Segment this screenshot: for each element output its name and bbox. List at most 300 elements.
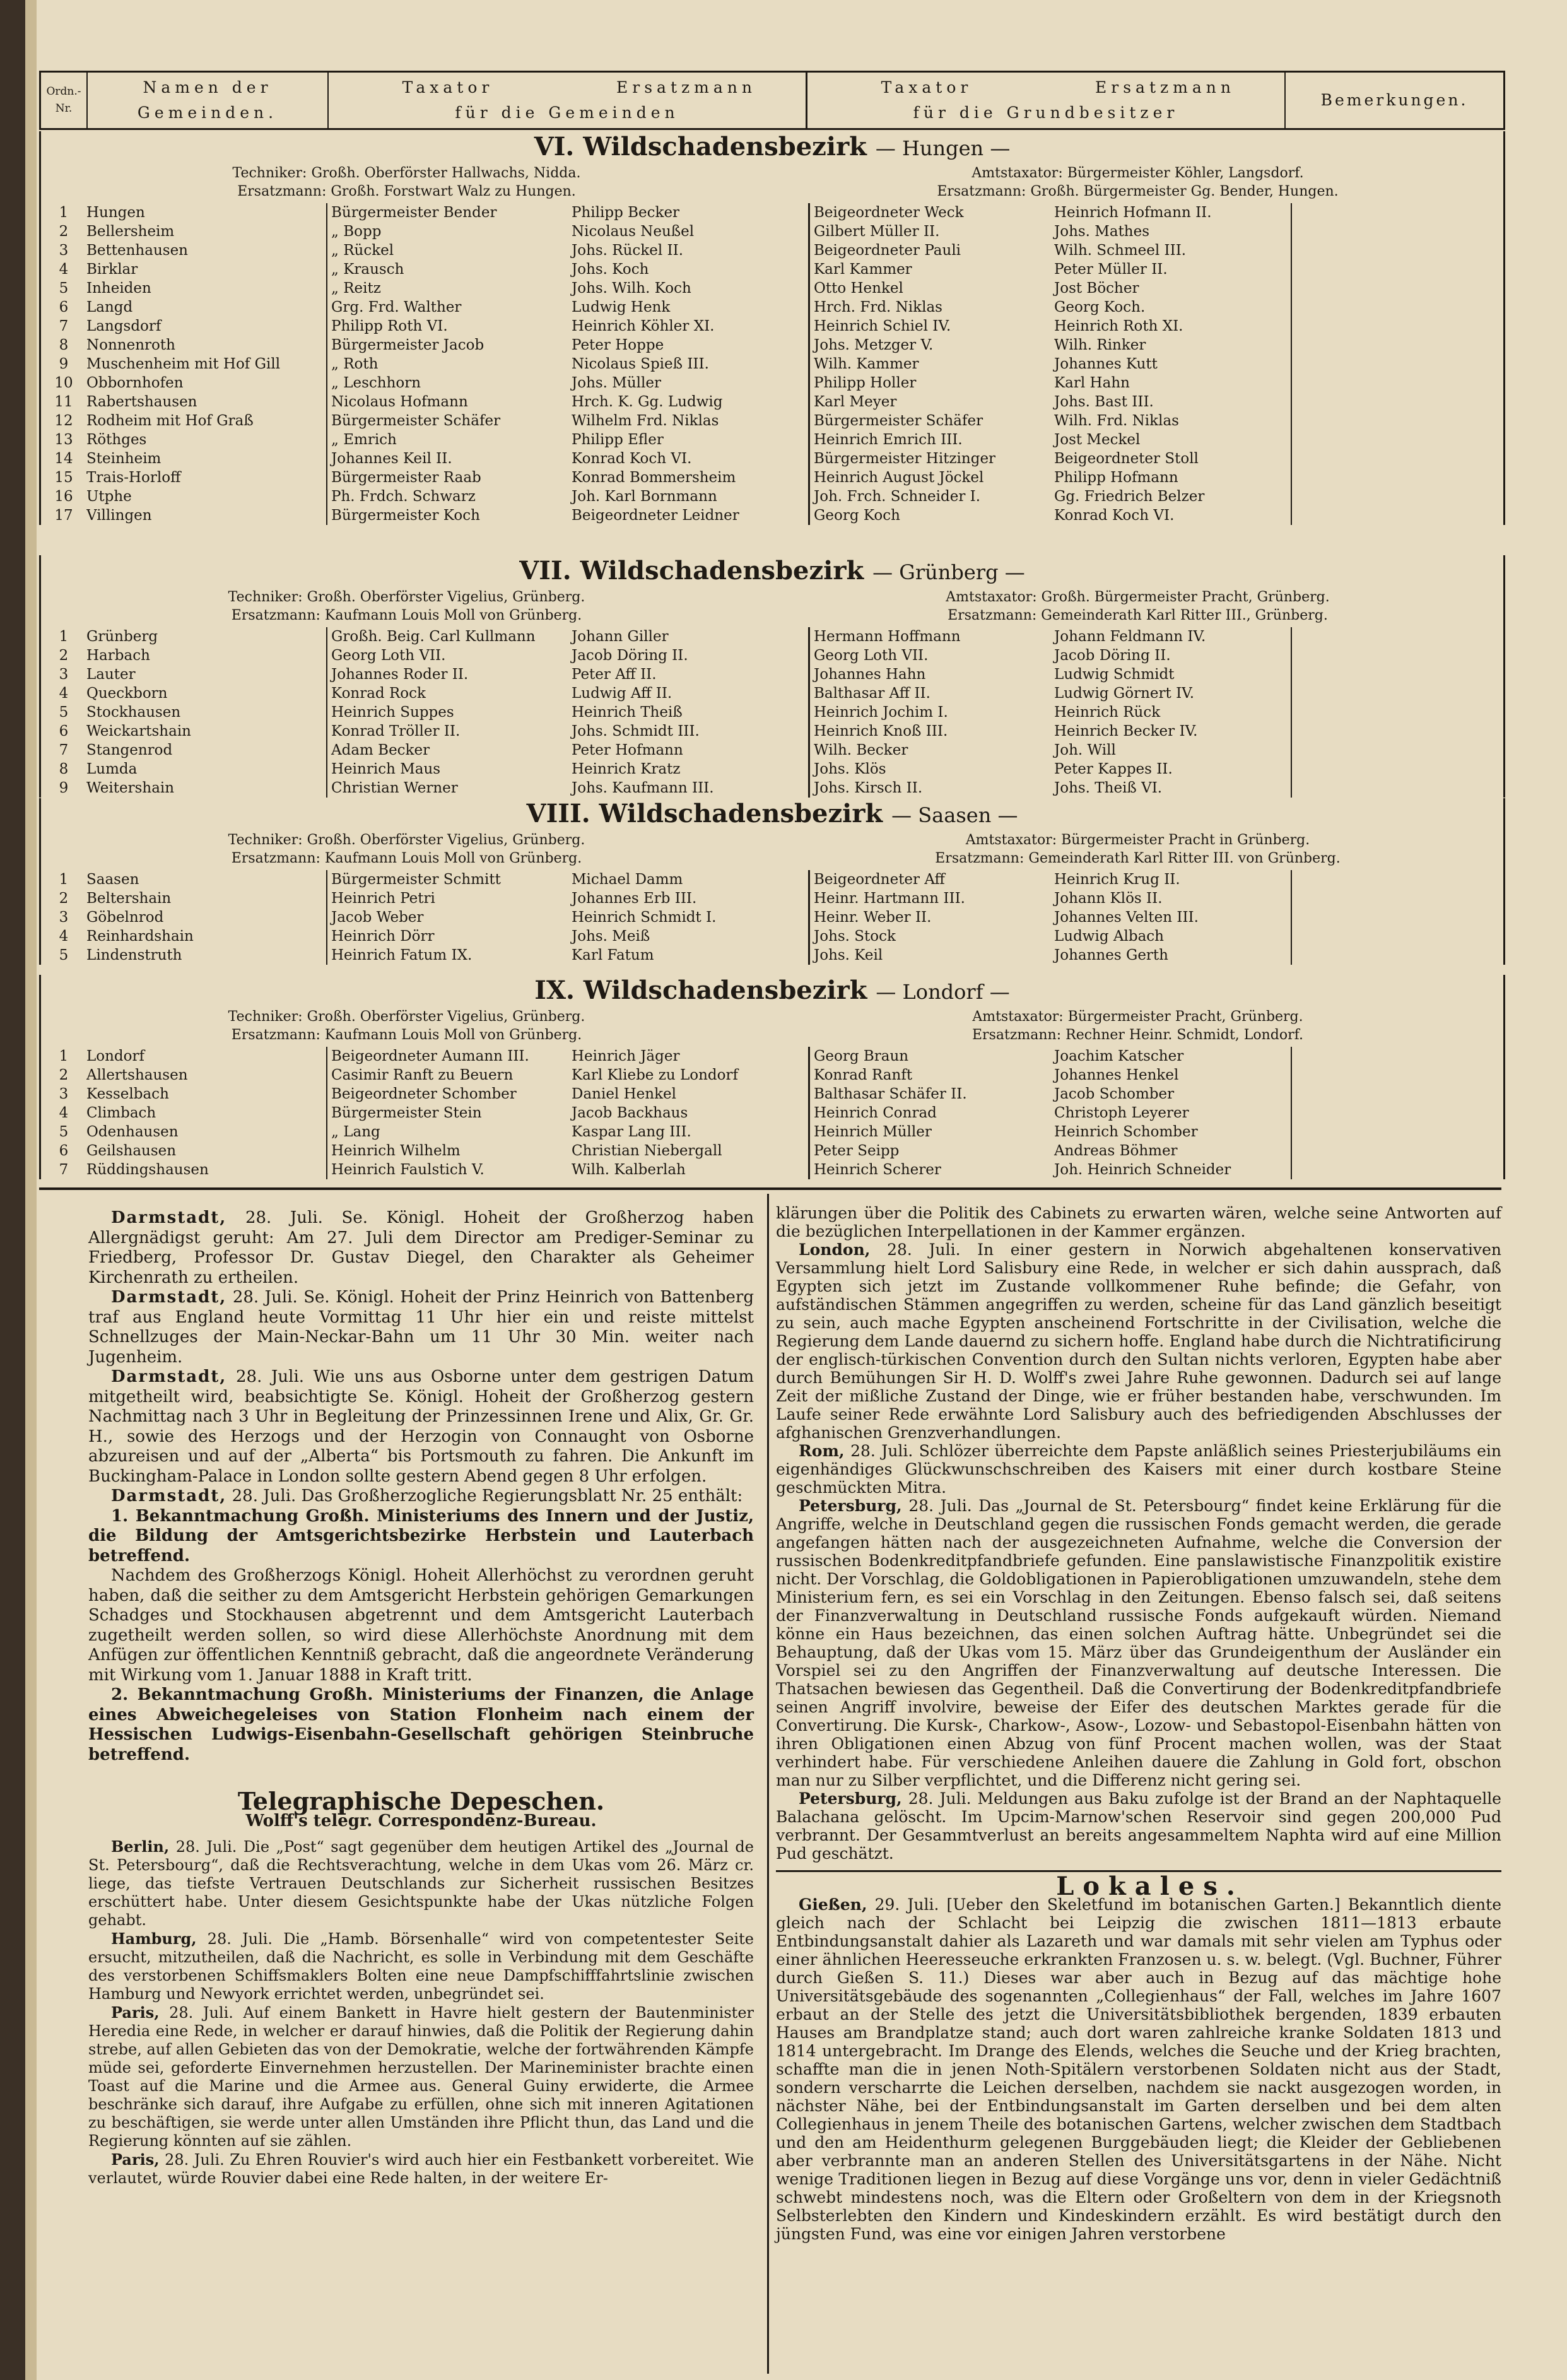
table-cell: Jacob Schomber [1054, 1086, 1175, 1102]
district-section [39, 798, 1505, 965]
column-ers-gem [568, 627, 808, 798]
binding-edge [25, 0, 37, 2380]
table-cell: Heinrich Dörr [331, 928, 435, 945]
table-cell: Wilh. Kalberlah [572, 1162, 686, 1178]
table-cell: Johannes Henkel [1054, 1067, 1179, 1083]
table-cell: Johs. Klös [814, 761, 886, 777]
table-cell: Kaspar Lang III. [572, 1124, 691, 1140]
table-cell: Ludwig Henk [572, 299, 671, 315]
table-cell: Johs. Meiß [572, 928, 650, 945]
table-cell: Nicolaus Hofmann [331, 394, 468, 410]
column-tax-grund [808, 203, 1050, 525]
district-table [41, 1047, 1503, 1179]
column-tax-gem [326, 203, 568, 525]
table-cell: Harbach [86, 647, 150, 664]
table-cell: 5 [59, 704, 69, 721]
table-cell: Beltershain [86, 890, 172, 907]
news-london: London, 28. Juli. In einer gestern in Norwich abgehaltenen konservativen Versammlung hielt Lord Salisbury eine Rede, in welcher er sich dahin aussprach, daß Egypten sich jetzt im Zustande vollkommener Ruhe befinde; die Gefahr, von aufständischen Stämmen angegriffen zu werden, scheine für das Land gänzlich beseitigt zu sein, auch mache Egypten anscheinend Fortschritte in der Civilisation, welche die Regierung dem Lande dauernd zu sichern hoffe. England habe durch die Nichtratificirung der englisch-türkischen Convention durch den Sultan nichts verloren, Egypten habe aber durch Bemühungen Sir H. D. Wolff's zwei Jahre Ruhe gewonnen. Dadurch sei auf lange Zeit der mißliche Zustand der Dinge, wie er früher bestanden habe, verschwunden. Im Laufe seiner Rede erwähnte Lord Salisbury auch des befriedigenden Abschlusses der afghanischen Grenzverhandlungen. [776, 1240, 1501, 1442]
table-cell: Johs. Müller [572, 375, 661, 391]
table-cell: Langsdorf [86, 318, 161, 334]
table-cell: Joh. Frch. Schneider I. [814, 488, 981, 505]
district-info-line [41, 182, 1503, 201]
table-cell: Bürgermeister Schäfer [331, 413, 501, 429]
header-gemeinden-group [329, 73, 807, 128]
table-cell: Bürgermeister Jacob [331, 337, 484, 353]
table-cell: Inheiden [86, 280, 151, 297]
table-cell: Beigeordneter Weck [814, 204, 964, 221]
table-cell: Lauter [86, 666, 136, 683]
table-cell: Hungen [86, 204, 145, 221]
table-cell: Beigeordneter Leidner [572, 507, 739, 524]
table-cell: Heinrich Knoß III. [814, 723, 948, 739]
table-cell: 7 [59, 318, 69, 334]
table-cell: 10 [54, 375, 73, 391]
district-ersatz-left: Ersatzmann: Kaufmann Louis Moll von Grünberg. [231, 851, 582, 866]
news-rom: Rom, 28. Juli. Schlözer überreichte dem Papste anläßlich seines Priesterjubiläums ein eigenhändiges Glückwunschschreiben des Kaisers mit einer durch kostbare Steine geschmückten Mitra. [776, 1442, 1502, 1497]
tele-paris-2: Paris, 28. Juli. Zu Ehren Rouvier's wird auch hier ein Festbankett vorbereitet. Wie verlautet, würde Rouvier dabei eine Rede halten, in der weitere Er- [88, 2150, 754, 2187]
table-cell: Bürgermeister Hitzinger [814, 451, 996, 467]
table-cell: „ Roth [331, 356, 379, 372]
column-bemerkungen [1291, 1047, 1503, 1179]
table-cell: Johs. Koch [572, 261, 649, 278]
left-column [88, 1208, 754, 2188]
table-cell: Michael Damm [572, 871, 683, 888]
table-cell: 5 [59, 1124, 69, 1140]
column-gemeinden [86, 870, 326, 965]
column-gemeinden [86, 627, 326, 798]
table-cell: Heinrich Müller [814, 1124, 932, 1140]
table-cell: Adam Becker [331, 742, 430, 758]
table-cell: Weitershain [86, 780, 175, 796]
table-cell: Peter Müller II. [1054, 261, 1168, 278]
table-cell: 15 [54, 469, 73, 486]
table-cell: Bürgermeister Bender [331, 204, 497, 221]
table-cell: „ Lang [331, 1124, 380, 1140]
table-cell: Konrad Koch VI. [1054, 507, 1175, 524]
table-cell: 2 [59, 1067, 69, 1083]
table-cell: Karl Kliebe zu Londorf [572, 1067, 738, 1083]
news-cont: klärungen über die Politik des Cabinets zu erwarten wären, welche seine Antworten auf die bezüglichen Interpellationen in der Kammer ergänzen. [776, 1204, 1501, 1240]
table-cell: Hrch. K. Gg. Ludwig [572, 394, 723, 410]
table-cell: Wilh. Rinker [1054, 337, 1146, 353]
district-title: IX. Wildschadensbezirk — Londorf — [534, 975, 1010, 1005]
table-cell: Christian Werner [331, 780, 458, 796]
header-ersatz-gem: Ersatzmann [616, 78, 756, 97]
table-cell: 4 [59, 928, 69, 945]
district-info-line [41, 1026, 1503, 1044]
column-bemerkungen [1291, 627, 1503, 798]
table-cell: 12 [54, 413, 73, 429]
table-cell: Heinrich Conrad [814, 1105, 937, 1121]
table-cell: 9 [59, 356, 69, 372]
column-ers-gem [568, 1047, 808, 1179]
table-cell: Johannes Gerth [1054, 947, 1168, 963]
table-cell: 3 [59, 666, 69, 683]
table-cell: Daniel Henkel [572, 1086, 676, 1102]
table-cell: Wilh. Frd. Niklas [1054, 413, 1179, 429]
table-cell: Karl Hahn [1054, 375, 1130, 391]
lokales-title: Lokales. [1056, 1871, 1244, 1901]
table-cell: Heinrich Fatum IX. [331, 947, 472, 963]
table-cell: Georg Loth VII. [814, 647, 929, 664]
news-darmstadt-4: Darmstadt, 28. Juli. Das Großherzogliche Regierungsblatt Nr. 25 enthält: [111, 1487, 743, 1505]
district-section [39, 555, 1505, 798]
table-cell: Climbach [86, 1105, 156, 1121]
column-ers-gem [568, 870, 808, 965]
table-cell: Johs. Wilh. Koch [572, 280, 691, 297]
table-cell: 5 [59, 947, 69, 963]
table-bottom-rule [39, 1187, 1501, 1190]
table-cell: Jacob Weber [331, 909, 424, 926]
table-cell: 4 [59, 261, 69, 278]
column-tax-grund [808, 1047, 1050, 1179]
column-tax-gem [326, 1047, 568, 1179]
news-giessen: Gießen, 29. Juli. [Ueber den Skeletfund im botanischen Garten.] Bekanntlich diente gleich nach der Schlacht bei Leipzig die zwischen 1811—1813 erbaute Entbindungsanstalt dahier als Lazareth und war damals mit sehr vielen am Typhus oder einer ähnlichen Heeresseuche erkrankten Franzosen u. s. w. belegt. (Vgl. Buchner, Führer durch Gießen S. 11.) Dieses war aber auch in Bezug auf das mächtige hohe Universitätsgebäude des sogenannten „Collegienhaus“ der Fall, welches im Jahre 1607 erbaut an der Stelle des jetzt die Universitätsbibliothek bergenden, 1839 erbauten Hauses am Brandplatze stand; auch dort waren zahlreiche kranke Soldaten 1813 und 1814 untergebracht. Im Drange des Elends, welches die Seuche und der Krieg brachten, schaffte man die in jenen Noth-Spitälern verstorbenen Soldaten nicht aus der Stadt, sondern verscharrte die Leichen derselben, nachdem sie nackt ausgezogen worden, in nächster Nähe, bei der Entbindungsanstalt im Garten derselben und bei dem alten Collegienhaus in jenem Theile des botanischen Gartens, welcher zwischen dem Stadtbach und den am Heidenthurm gelegenen Burggebäuden liegt; die Kleider der Gebliebenen aber verbrannte man an anderen Stellen des Universitätsgartens in der Nähe. Nicht wenige Traditionen liegen in Bezug auf diese Vorgänge uns vor, denn in vieler Gedächtniß schwebt mindestens noch, was die Eltern oder Großeltern von dem in der Kriegsnoth Selbsterlebten den Kindern und Kindeskindern erzählt. Es wird bestätigt durch den jüngsten Fund, was eine vor einigen Jahren verstorbene [776, 1895, 1501, 2243]
table-cell: 8 [59, 337, 69, 353]
district-table [41, 870, 1503, 965]
district-info-line [41, 606, 1503, 625]
header-ersatz-grund: Ersatzmann [1095, 78, 1235, 97]
district-table [41, 627, 1503, 798]
table-cell: 7 [59, 742, 69, 758]
table-cell: Bettenhausen [86, 242, 188, 259]
table-cell: Joachim Katscher [1054, 1048, 1184, 1064]
table-cell: Odenhausen [86, 1124, 179, 1140]
table-cell: Georg Braun [814, 1048, 909, 1064]
column-tax-grund [808, 870, 1050, 965]
table-cell: Balthasar Schäfer II. [814, 1086, 967, 1102]
table-cell: Heinrich Kratz [572, 761, 681, 777]
table-cell: 3 [59, 1086, 69, 1102]
tele-berlin: Berlin, 28. Juli. Die „Post“ sagt gegenüber dem heutigen Artikel des „Journal de St. Petersbourg“, daß die Rechtsverachtung, welche in dem Ukas vom 26. März cr. liege, das tiefste Vertrauen Deutschlands zur Sicherheit russischen Besitzes erschüttert habe. Unter diesem Gesichtspunkte habe der Ukas nützliche Folgen gehabt. [88, 1837, 754, 1929]
news-darmstadt-1: Darmstadt, 28. Juli. Se. Königl. Hoheit der Großherzog haben Allergnädigst geruht: Am 27. Juli dem Director am Prediger-Seminar zu Friedberg, Professor Dr. Gustav Diegel, den Charakter als Geheimer Kirchenrath zu ertheilen. [88, 1208, 754, 1287]
table-cell: 8 [59, 761, 69, 777]
table-cell: Joh. Karl Bornmann [572, 488, 717, 505]
district-ersatz-right: Ersatzmann: Gemeinderath Karl Ritter III. von Grünberg. [935, 851, 1341, 866]
table-cell: 1 [59, 204, 69, 221]
table-cell: Weickartshain [86, 723, 191, 739]
tele-paris-1: Paris, 28. Juli. Auf einem Bankett in Havre hielt gestern der Bautenminister Heredia eine Rede, in welcher er darauf hinwies, daß die Politik der Regierung dahin strebe, auf allen Gebieten das von der Demokratie, welche der fortwährenden Kämpfe müde sei, geforderte Einvernehmen herzustellen. Der Marineminister brachte einen Toast auf die Marine und die Armee aus. General Guiny erwiderte, die Armee beschränke sich darauf, ihre Aufgabe zu erfüllen, ohne sich mit inneren Agitationen zu beschäftigen, sie werde unter allen Umständen ihre Pflicht thun, das Land und die Regierung könnten auf sie zählen. [88, 2003, 754, 2150]
column-nums [41, 203, 86, 525]
district-title: VIII. Wildschadensbezirk — Saasen — [526, 799, 1018, 828]
table-cell: Rabertshausen [86, 394, 197, 410]
table-cell: 9 [59, 780, 69, 796]
table-cell: 14 [54, 451, 73, 467]
table-cell: Bürgermeister Stein [331, 1105, 482, 1121]
table-cell: Wilhelm Frd. Niklas [572, 413, 719, 429]
table-cell: Reinhardshain [86, 928, 194, 945]
table-cell: Wilh. Kammer [814, 356, 919, 372]
table-cell: 1 [59, 871, 69, 888]
table-cell: Heinrich Jäger [572, 1048, 680, 1064]
table-cell: Heinrich Wilhelm [331, 1143, 461, 1159]
table-cell: Konrad Koch VI. [572, 451, 692, 467]
table-cell: „ Rückel [331, 242, 394, 259]
table-cell: Trais-Horloff [86, 469, 181, 486]
news-darmstadt-2: Darmstadt, 28. Juli. Se. Königl. Hoheit der Prinz Heinrich von Battenberg traf aus England heute Vormittag 11 Uhr hier ein und reiste mittelst Schnellzuges der Main-Neckar-Bahn um 11 Uhr 30 Min. weiter nach Jugenheim. [88, 1288, 754, 1367]
table-cell: Heinrich Schiel IV. [814, 318, 951, 334]
table-cell: Johannes Keil II. [331, 451, 452, 467]
table-cell: Johannes Erb III. [572, 890, 697, 907]
table-cell: Jacob Backhaus [572, 1105, 688, 1121]
column-tax-gem [326, 870, 568, 965]
table-cell: Hrch. Frd. Niklas [814, 299, 942, 315]
table-cell: Lindenstruth [86, 947, 182, 963]
table-cell: Heinrich Krug II. [1054, 871, 1180, 888]
table-cell: Philipp Hofmann [1054, 469, 1178, 486]
table-cell: Philipp Efler [572, 432, 664, 448]
table-cell: Stockhausen [86, 704, 181, 721]
table-cell: 16 [54, 488, 73, 505]
table-cell: Jacob Döring II. [572, 647, 688, 664]
header-bemerkungen: Bemerkungen. [1320, 91, 1469, 109]
table-cell: Heinrich Suppes [331, 704, 454, 721]
column-gemeinden [86, 203, 326, 525]
table-cell: Johs. Rückel II. [572, 242, 684, 259]
table-cell: Philipp Holler [814, 375, 917, 391]
table-cell: Ludwig Görnert IV. [1054, 685, 1195, 702]
table-cell: 2 [59, 223, 69, 240]
table-cell: Ludwig Aff II. [572, 685, 672, 702]
table-cell: Queckborn [86, 685, 168, 702]
table-cell: Philipp Roth VI. [331, 318, 448, 334]
table-cell: Philipp Becker [572, 204, 680, 221]
table-cell: „ Krausch [331, 261, 404, 278]
table-cell: „ Emrich [331, 432, 397, 448]
district-section [39, 975, 1505, 1179]
table-cell: 17 [54, 507, 73, 524]
table-cell: „ Reitz [331, 280, 381, 297]
table-cell: Beigeordneter Pauli [814, 242, 961, 259]
table-cell: Wilh. Schmeel III. [1054, 242, 1187, 259]
table-cell: Großh. Beig. Carl Kullmann [331, 628, 536, 645]
table-cell: Wilh. Becker [814, 742, 908, 758]
table-cell: Beigeordneter Aumann III. [331, 1048, 529, 1064]
table-cell: Christoph Leyerer [1054, 1105, 1189, 1121]
table-cell: Karl Kammer [814, 261, 912, 278]
table-cell: Johann Feldmann IV. [1054, 628, 1206, 645]
district-info-line [41, 831, 1503, 849]
table-cell: 6 [59, 299, 69, 315]
telegraph-title: Telegraphische Depeschen. [237, 1787, 605, 1815]
table-cell: Röthges [86, 432, 147, 448]
table-header [39, 71, 1505, 130]
tele-hamburg: Hamburg, 28. Juli. Die „Hamb. Börsenhalle“ wird von competentester Seite ersucht, mitzutheilen, daß die Nachricht, es solle in Verbindung mit dem Geschäfte des verstorbenen Schiffsmaklers Bolten eine neue Dampfschifffahrtslinie zwischen Hamburg und Newyork errichtet werden, unbegründet sei. [88, 1929, 754, 2003]
table-cell: Nicolaus Spieß III. [572, 356, 709, 372]
table-cell: Andreas Böhmer [1054, 1143, 1178, 1159]
district-techniker: Techniker: Großh. Oberförster Vigelius, Grünberg. [228, 589, 585, 605]
table-cell: 6 [59, 1143, 69, 1159]
table-cell: Peter Kappes II. [1054, 761, 1173, 777]
column-bemerkungen [1291, 870, 1503, 965]
header-grund-group [807, 73, 1286, 128]
table-cell: Grünberg [86, 628, 158, 645]
column-ers-grund [1050, 203, 1291, 525]
table-cell: 6 [59, 723, 69, 739]
column-tax-gem [326, 627, 568, 798]
table-cell: Heinrich August Jöckel [814, 469, 984, 486]
table-cell: 3 [59, 909, 69, 926]
table-cell: 4 [59, 685, 69, 702]
table-cell: 7 [59, 1162, 69, 1178]
table-cell: Konrad Ranft [814, 1067, 913, 1083]
table-cell: Peter Seipp [814, 1143, 900, 1159]
table-cell: Heinrich Hofmann II. [1054, 204, 1212, 221]
table-cell: Georg Loth VII. [331, 647, 446, 664]
column-bemerkungen [1291, 203, 1503, 525]
table-cell: Heinrich Rück [1054, 704, 1161, 721]
district-title: VII. Wildschadensbezirk — Grünberg — [519, 556, 1025, 586]
table-cell: Obbornhofen [86, 375, 184, 391]
table-cell: Ludwig Albach [1054, 928, 1164, 945]
district-info-line [41, 164, 1503, 182]
table-cell: Johannes Velten III. [1054, 909, 1199, 926]
table-cell: Konrad Tröller II. [331, 723, 461, 739]
table-cell: Grg. Frd. Walther [331, 299, 462, 315]
column-nums [41, 1047, 86, 1179]
district-amtstaxator: Amtstaxator: Bürgermeister Pracht in Grünberg. [965, 832, 1310, 848]
table-cell: 4 [59, 1105, 69, 1121]
district-ersatz-left: Ersatzmann: Großh. Forstwart Walz zu Hungen. [237, 184, 576, 199]
table-cell: „ Leschhorn [331, 375, 421, 391]
table-cell: Ph. Frdch. Schwarz [331, 488, 476, 505]
header-taxator-gem: Taxator [402, 78, 494, 97]
table-cell: Bürgermeister Raab [331, 469, 481, 486]
table-cell: Johannes Roder II. [331, 666, 469, 683]
table-cell: Peter Hofmann [572, 742, 683, 758]
district-amtstaxator: Amtstaxator: Bürgermeister Pracht, Grünberg. [972, 1009, 1303, 1025]
right-column [776, 1204, 1501, 2243]
table-cell: Heinrich Emrich III. [814, 432, 963, 448]
table-cell: Heinrich Faulstich V. [331, 1162, 484, 1178]
table-cell: Beigeordneter Stoll [1054, 451, 1199, 467]
table-cell: Rodheim mit Hof Graß [86, 413, 254, 429]
table-cell: Gilbert Müller II. [814, 223, 940, 240]
table-cell: Jost Böcher [1054, 280, 1139, 297]
column-ers-grund [1050, 1047, 1291, 1179]
table-cell: Otto Henkel [814, 280, 903, 297]
district-amtstaxator: Amtstaxator: Bürgermeister Köhler, Langsdorf. [971, 165, 1304, 181]
table-cell: Joh. Will [1054, 742, 1116, 758]
district-ersatz-right: Ersatzmann: Gemeinderath Karl Ritter III., Grünberg. [948, 608, 1328, 623]
table-cell: Steinheim [86, 451, 161, 467]
district-info-line [41, 1008, 1503, 1026]
district-techniker: Techniker: Großh. Oberförster Vigelius, Grünberg. [228, 832, 585, 848]
table-cell: Karl Fatum [572, 947, 654, 963]
table-cell: Joh. Heinrich Schneider [1054, 1162, 1231, 1178]
district-table [41, 203, 1503, 525]
table-cell: Heinrich Köhler XI. [572, 318, 715, 334]
table-cell: Stangenrod [86, 742, 173, 758]
header-fuer-grund: für die Grundbesitzer [913, 103, 1179, 122]
table-cell: Geilshausen [86, 1143, 177, 1159]
binding-gutter [0, 0, 25, 2380]
news-bekanntmachung-2: 2. Bekanntmachung Großh. Ministeriums der Finanzen, die Anlage eines Abweichegeleises von Station Flonheim nach einem der Hessischen Ludwigs-Eisenbahn-Gesellschaft gehörigen Steinbruche betreffend. [88, 1685, 754, 1764]
table-cell: Balthasar Aff II. [814, 685, 930, 702]
news-darmstadt-3: Darmstadt, 28. Juli. Wie uns aus Osborne unter dem gestrigen Datum mitgetheilt wird, beabsichtigte Se. Königl. Hoheit der Großherzog gestern Nachmittag nach 3 Uhr in Begleitung der Prinzessinnen Irene und Alix, Gr. Gr. H., sowie des Herzogs und der Herzogin von Connaught von Osborne abzureisen und auf der „Alberta“ bis Portsmouth zu fahren. Die Ankunft im Buckingham-Palace in London sollte gestern Abend gegen 8 Uhr erfolgen. [88, 1367, 754, 1486]
table-cell: Kesselbach [86, 1086, 169, 1102]
table-cell: 5 [59, 280, 69, 297]
table-cell: Ludwig Schmidt [1054, 666, 1175, 683]
table-cell: Heinrich Petri [331, 890, 435, 907]
table-cell: Beigeordneter Aff [814, 871, 945, 888]
district-amtstaxator: Amtstaxator: Großh. Bürgermeister Pracht, Grünberg. [946, 589, 1330, 605]
column-nums [41, 627, 86, 798]
table-cell: Johs. Mathes [1054, 223, 1150, 240]
table-cell: Bürgermeister Koch [331, 507, 480, 524]
column-gemeinden [86, 1047, 326, 1179]
table-cell: Johannes Kutt [1054, 356, 1158, 372]
district-techniker: Techniker: Großh. Oberförster Hallwachs, Nidda. [232, 165, 581, 181]
table-cell: Georg Koch. [1054, 299, 1146, 315]
table-cell: 13 [54, 432, 73, 448]
table-cell: Rüddingshausen [86, 1162, 209, 1178]
table-cell: Johs. Metzger V. [814, 337, 934, 353]
table-cell: Peter Hoppe [572, 337, 664, 353]
table-cell: Göbelnrod [86, 909, 164, 926]
column-tax-grund [808, 627, 1050, 798]
district-info-line [41, 588, 1503, 606]
table-cell: Karl Meyer [814, 394, 897, 410]
table-cell: Bürgermeister Schäfer [814, 413, 983, 429]
table-cell: Johs. Kirsch II. [814, 780, 923, 796]
table-cell: Johann Giller [572, 628, 669, 645]
column-divider [767, 1194, 769, 2374]
table-cell: Johs. Keil [814, 947, 883, 963]
table-cell: Johs. Kaufmann III. [572, 780, 714, 796]
table-cell: Heinrich Schomber [1054, 1124, 1198, 1140]
table-cell: 11 [54, 394, 73, 410]
column-ers-grund [1050, 627, 1291, 798]
table-cell: Villingen [86, 507, 152, 524]
district-ersatz-right: Ersatzmann: Großh. Bürgermeister Gg. Bender, Hungen. [937, 184, 1339, 199]
table-cell: Johs. Theiß VI. [1054, 780, 1163, 796]
table-cell: Londorf [86, 1048, 145, 1064]
table-cell: Beigeordneter Schomber [331, 1086, 517, 1102]
table-cell: Heinrich Jochim I. [814, 704, 948, 721]
table-cell: Langd [86, 299, 133, 315]
table-cell: Johann Klös II. [1054, 890, 1163, 907]
table-cell: Heinrich Scherer [814, 1162, 941, 1178]
header-fuer-gemeinden: für die Gemeinden [455, 103, 679, 122]
table-cell: 2 [59, 647, 69, 664]
table-cell: Georg Koch [814, 507, 900, 524]
header-gemeinden: Namen der Gemeinden. [88, 73, 329, 128]
district-ersatz-left: Ersatzmann: Kaufmann Louis Moll von Grünberg. [231, 1027, 582, 1043]
table-cell: Bellersheim [86, 223, 175, 240]
news-petersburg-1: Petersburg, 28. Juli. Das „Journal de St. Petersbourg“ findet keine Erklärung für die Angriffe, welche in Deutschland gegen die russischen Fonds gemacht werden, die gerade angefangen hätten nach der ausgezeichneten Aufnahme, welche die Conversion der russischen Bodenkreditpfandbriefe gefunden. Eine panslawistische Finanzpolitik existire nicht. Der Vorschlag, die Goldobligationen in Papierobligationen umzuwandeln, stehe dem Ministerium fern, es sei ein Vorschlag in den Zeitungen. Ebenso falsch sei, daß seitens der Finanzverwaltung in Deutschland russische Fonds aufgekauft würden. Niemand könne ein Haus bezeichnen, das einen solchen Auftrag hätte. Unbegründet sei die Behauptung, daß der Ukas vom 15. März über das Grundeigenthum der Ausländer ein Vorspiel sei zu den Angriffen der Finanzverwaltung auf deutsche Interessen. Die Thatsachen bewiesen das Gegentheil. Daß die Convertirung der Bodenkreditpfandbriefe seinen Angriff involvire, beweise der Eifer des deutschen Marktes gerade für die Convertirung. Die Kursk-, Charkow-, Asow-, Lozow- und Sebastopol-Eisenbahn hätten von ihren Obligationen einen Abzug von fünf Procent machen wollen, was der Staat verhindert habe. Für verschiedene Anleihen dauere die Zahlung in Gold fort, obschon man nur zu Silber verpflichtet, und die Differenz nicht gering sei. [776, 1497, 1501, 1789]
column-ers-grund [1050, 870, 1291, 965]
table-cell: Heinrich Theiß [572, 704, 683, 721]
table-cell: Heinrich Roth XI. [1054, 318, 1183, 334]
table-cell: Konrad Bommersheim [572, 469, 736, 486]
table-cell: Allertshausen [86, 1067, 188, 1083]
table-cell: Muschenheim mit Hof Gill [86, 356, 281, 372]
table-cell: Heinrich Becker IV. [1054, 723, 1198, 739]
table-cell: Utphe [86, 488, 132, 505]
table-cell: Casimir Ranft zu Beuern [331, 1067, 514, 1083]
table-cell: Johs. Bast III. [1054, 394, 1154, 410]
table-cell: Heinr. Hartmann III. [814, 890, 965, 907]
table-cell: 3 [59, 242, 69, 259]
news-bekanntmachung-1: 1. Bekanntmachung Großh. Ministeriums des Innern und der Justiz, die Bildung der Amtsgerichtsbezirke Herbstein und Lauterbach betreffend. [88, 1506, 754, 1565]
district-ersatz-right: Ersatzmann: Rechner Heinr. Schmidt, Londorf. [972, 1027, 1303, 1043]
table-cell: Peter Aff II. [572, 666, 657, 683]
table-cell: Christian Niebergall [572, 1143, 722, 1159]
district-techniker: Techniker: Großh. Oberförster Vigelius, Grünberg. [228, 1009, 585, 1025]
table-cell: Hermann Hoffmann [814, 628, 961, 645]
district-ersatz-left: Ersatzmann: Kaufmann Louis Moll von Grünberg. [231, 608, 582, 623]
